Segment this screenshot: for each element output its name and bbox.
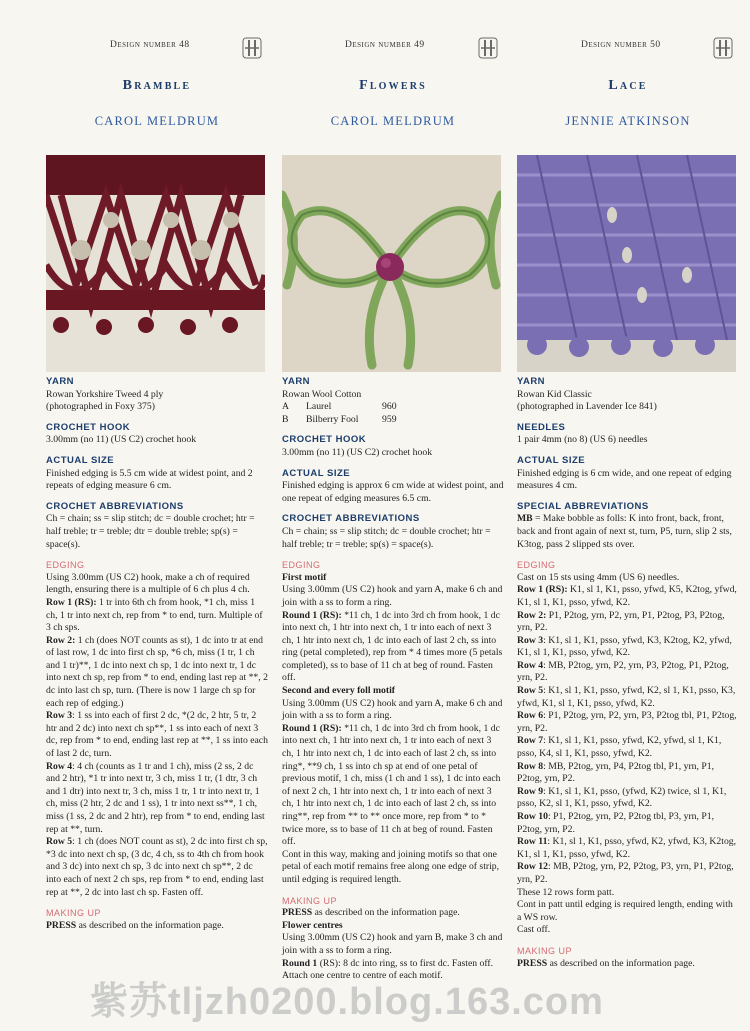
yarn-name: Rowan Yorkshire Tweed 4 ply bbox=[46, 388, 164, 400]
row-instruction bbox=[517, 786, 739, 811]
yarn-colour-row bbox=[282, 414, 504, 427]
row-instruction bbox=[46, 710, 268, 760]
yarn-shade-number: 959 bbox=[382, 413, 397, 425]
needles-icon bbox=[478, 37, 498, 59]
yarn-code: B bbox=[282, 413, 289, 425]
row-label: Row 12 bbox=[517, 861, 548, 873]
row-instruction bbox=[46, 597, 268, 635]
design-title: Lace bbox=[608, 78, 648, 93]
row-text: *11 ch, 1 dc into 3rd ch from hook, 1 dc into next ch, 1 htr into next ch, 1 tr into each of next 3 ch, 1 htr into next ch, 1 dc into each of last 2 ch, ss into ring (petal completed), rep from * 4 times more (5 petals completed), ss to base of 11 ch at beg of round. Fasten off. bbox=[282, 609, 503, 684]
row-label: Round 1 bbox=[282, 957, 318, 969]
size-heading: ACTUAL SIZE bbox=[517, 454, 586, 466]
row-text: : 1 ss into each of first 2 dc, *(2 dc, 2 htr, 5 tr, 2 htr and 2 dc) into next ch sp**, 1 ss into each of next 3 dc, rep from * to end, ending last rep at **, 1 ss into each of last 2 dc, turn. bbox=[46, 710, 268, 760]
attach-text: Attach one centre to centre of each motif. bbox=[282, 970, 443, 982]
press-label: PRESS bbox=[517, 957, 548, 969]
centres-text: Using 3.00mm (US C2) hook and yarn B, make 3 ch and join with a ss to form a ring. bbox=[282, 932, 503, 956]
yarn-heading: YARN bbox=[517, 376, 546, 387]
row-instruction bbox=[282, 723, 504, 849]
press-text: as described on the information page. bbox=[547, 957, 695, 969]
continue-text: Cont in this way, making and joining motifs so that one petal of each motif remains free along one edge of strip, until edging is required length. bbox=[282, 848, 500, 885]
row-instruction bbox=[46, 836, 268, 899]
row-text: : K1, sl 1, K1, psso, yfwd, K2, yfwd, K3, K2tog, K1, sl 1, K1, psso, yfwd, K2. bbox=[517, 836, 737, 860]
design-number: Design number 50 bbox=[581, 40, 661, 50]
second-motif-text: Using 3.00mm (US C2) hook and yarn A, make 6 ch and join with a ss to form a ring. bbox=[282, 697, 503, 722]
abbreviations-text: Ch = chain; ss = slip stitch; dc = double crochet; htr = half treble; tr = treble; dtr = double treble; sp(s) = space(s). bbox=[46, 513, 255, 550]
making-up-heading: MAKING UP bbox=[517, 945, 573, 956]
row-instruction bbox=[517, 811, 739, 836]
row-label: Row 1 (RS): bbox=[46, 596, 97, 608]
yarn-name: Rowan Kid Classic bbox=[517, 388, 592, 400]
row-instruction bbox=[46, 635, 268, 711]
pattern-text bbox=[517, 376, 739, 970]
pattern-text bbox=[282, 376, 504, 983]
size-text: Finished edging is 5.5 cm wide at widest point, and 2 repeats of edging measure 6 cm. bbox=[46, 467, 253, 492]
needles-icon bbox=[242, 37, 262, 59]
row-label: Row 4 bbox=[517, 659, 544, 671]
second-motif-heading: Second and every foll motif bbox=[282, 685, 396, 697]
size-heading: ACTUAL SIZE bbox=[46, 454, 115, 466]
designer-name: CAROL MELDRUM bbox=[330, 114, 456, 128]
cast-off-text: Cast off. bbox=[517, 924, 551, 936]
row-instruction bbox=[517, 735, 739, 760]
row-text: K1, sl 1, K1, psso, yfwd, K5, K2tog, yfwd, K1, sl 1, K1, psso, yfwd, K2. bbox=[517, 584, 737, 608]
hook-text: 3.00mm (no 11) (US C2) crochet hook bbox=[282, 446, 433, 458]
row-text: : 4 ch (counts as 1 tr and 1 ch), miss (2 ss, 2 dc and 2 htr), *1 tr into next tr, 3 ch, miss 1 tr, (1 dtr, 3 ch and 1 dtr) into next tr, 3 ch, miss 1 tr, 1 tr into next tr, 1 ch, miss (2 htr, 2 dc and 1 ss), 1 tr into next ss**, 1 ch, miss (1 ss, 2 dc and 2 htr), rep from * to end, ending last rep at **, turn. bbox=[46, 760, 265, 835]
row-label: Row 5 bbox=[46, 836, 73, 848]
yarn-shade: Bilberry Fool bbox=[306, 413, 359, 425]
press-label: PRESS bbox=[46, 919, 77, 931]
first-motif-heading: First motif bbox=[282, 571, 327, 583]
press-label: PRESS bbox=[282, 907, 313, 919]
edging-heading: EDGING bbox=[517, 560, 556, 571]
row-label: Row 1 (RS): bbox=[517, 584, 568, 596]
abbreviations-text: Ch = chain; ss = slip stitch; dc = double crochet; htr = half treble; tr = treble; sp(s) = space(s). bbox=[282, 525, 491, 550]
design-title: Bramble bbox=[122, 78, 192, 93]
row-label: Row 10 bbox=[517, 811, 548, 822]
making-up-text bbox=[46, 920, 268, 933]
row-instruction bbox=[517, 836, 739, 861]
hook-text: 3.00mm (no 11) (US C2) crochet hook bbox=[46, 434, 197, 446]
row-instruction bbox=[282, 958, 504, 971]
edging-intro: Using 3.00mm (US C2) hook, make a ch of required length, ensuring there is a multiple of 6 ch plus 4 ch. bbox=[46, 571, 250, 596]
watermark: 紫苏tljzh0200.blog.163.com bbox=[90, 981, 604, 1023]
row-label: Row 2: bbox=[517, 609, 547, 621]
row-instruction bbox=[517, 685, 739, 710]
needles-icon bbox=[713, 37, 733, 59]
row-label: Row 6 bbox=[517, 710, 544, 722]
row-instruction bbox=[517, 635, 739, 660]
hook-heading: CROCHET HOOK bbox=[46, 421, 131, 433]
yarn-colour: (photographed in Foxy 375) bbox=[46, 401, 155, 413]
row-text: : K1, sl 1, K1, psso, yfwd, K2, sl 1, K1, psso, K3, yfwd, K1, sl 1, K1, psso, yfwd, K2. bbox=[517, 685, 736, 709]
first-motif-text: Using 3.00mm (US C2) hook and yarn A, make 6 ch and join with a ss to form a ring. bbox=[282, 584, 503, 608]
row-instruction bbox=[517, 660, 739, 685]
row-text: 1 tr into 6th ch from hook, *1 ch, miss 1 ch, 1 tr into next ch, rep from * to end, turn. Multiple of 3 ch sps. bbox=[46, 596, 263, 634]
yarn-name: Rowan Wool Cotton bbox=[282, 388, 362, 400]
yarn-colour-row bbox=[282, 401, 504, 414]
continue-text: Cont in patt until edging is required length, ending with a WS row. bbox=[517, 899, 733, 923]
designer-name: CAROL MELDRUM bbox=[94, 114, 220, 128]
design-number: Design number 48 bbox=[110, 40, 190, 50]
press-text: as described on the information page. bbox=[312, 907, 460, 919]
special-abbreviations-text bbox=[517, 513, 739, 551]
flower-centres-heading: Flower centres bbox=[282, 919, 343, 931]
row-instruction bbox=[517, 610, 739, 635]
press-text: as described on the information page. bbox=[76, 919, 224, 931]
row-label: Row 3 bbox=[517, 634, 544, 646]
row-label: Row 4 bbox=[46, 760, 73, 772]
row-text: P1, P2tog, yrn, P2, yrn, P1, P2tog, P3, P2tog, yrn, P2. bbox=[517, 609, 725, 634]
design-title: Flowers bbox=[359, 78, 427, 93]
row-label: Row 2: bbox=[46, 634, 76, 646]
row-label: Row 8 bbox=[517, 760, 544, 772]
row-instruction bbox=[517, 861, 739, 886]
yarn-shade: Laurel bbox=[306, 401, 332, 413]
row-instruction bbox=[517, 761, 739, 786]
row-label: Row 9 bbox=[517, 785, 544, 797]
repeat-text: These 12 rows form patt. bbox=[517, 886, 615, 898]
needles-text: 1 pair 4mm (no 8) (US 6) needles bbox=[517, 434, 648, 446]
lace-edging-photo bbox=[517, 155, 736, 372]
pattern-text bbox=[46, 376, 268, 932]
row-label: Round 1 (RS): bbox=[282, 609, 342, 621]
making-up-text bbox=[517, 958, 739, 971]
row-label: Row 3 bbox=[46, 710, 73, 722]
design-number: Design number 49 bbox=[345, 40, 425, 50]
cast-on-text: Cast on 15 sts using 4mm (US 6) needles. bbox=[517, 571, 680, 583]
row-text: : MB, P2tog, yrn, P2, P2tog, P3, yrn, P1, P2tog, yrn, P2. bbox=[517, 861, 734, 885]
yarn-colour: (photographed in Lavender Ice 841) bbox=[517, 401, 657, 413]
abbr-label: MB bbox=[517, 513, 533, 525]
row-text: : MB, P2tog, yrn, P2, yrn, P3, P2tog, P1, P2tog, yrn, P2. bbox=[517, 659, 729, 684]
abbreviations-heading: CROCHET ABBREVIATIONS bbox=[282, 513, 420, 525]
needles-heading: NEEDLES bbox=[517, 421, 566, 433]
edging-heading: EDGING bbox=[46, 560, 85, 571]
row-instruction bbox=[517, 710, 739, 735]
row-text: : K1, sl 1, K1, psso, (yfwd, K2) twice, sl 1, K1, psso, K2, sl 1, K1, psso, yfwd, K2. bbox=[517, 785, 727, 810]
yarn-code: A bbox=[282, 401, 289, 413]
hook-heading: CROCHET HOOK bbox=[282, 434, 367, 446]
size-text: Finished edging is 6 cm wide, and one repeat of edging measures 4 cm. bbox=[517, 467, 732, 492]
yarn-heading: YARN bbox=[282, 376, 311, 387]
making-up-text bbox=[282, 907, 504, 920]
row-label: Row 11 bbox=[517, 836, 548, 848]
size-heading: ACTUAL SIZE bbox=[282, 467, 351, 479]
row-instruction bbox=[46, 761, 268, 837]
edging-heading: EDGING bbox=[282, 560, 321, 571]
row-instruction bbox=[517, 584, 739, 609]
row-text: : K1, sl 1, K1, psso, yfwd, K2, yfwd, sl 1, K1, psso, K4, sl 1, K1, psso, yfwd, K2. bbox=[517, 735, 722, 760]
row-text: 1 ch (does NOT counts as st), 1 dc into tr at end of last row, 1 dc into first ch sp, *6 ch, miss (1 tr, 1 ch and 1 tr)**, 1 dc into next ch sp, 1 dc into next tr, 1 dc into next ch sp, rep from * to end, ending last rep at **, 2 dc into last ch sp, turn. (There is now 1 large ch sp for each rep of edging.) bbox=[46, 634, 268, 709]
row-label: Row 7 bbox=[517, 735, 544, 747]
abbr-text: = Make bobble as folls: K into front, back, front, back and front again of next st, turn, P5, turn, slip 2 sts, K3tog, pass 2 slipped sts over. bbox=[517, 513, 732, 550]
bramble-edging-photo bbox=[46, 155, 265, 372]
yarn-shade-number: 960 bbox=[382, 401, 397, 413]
row-label: Row 5 bbox=[517, 685, 544, 697]
row-text: : P1, P2tog, yrn, P2, yrn, P3, P2tog tbl, P1, P2tog, yrn, P2. bbox=[517, 710, 737, 734]
row-text: : P1, P2tog, yrn, P2, P2tog tbl, P3, yrn, P1, P2tog, yrn, P2. bbox=[517, 811, 715, 835]
row-text: (RS): 8 dc into ring, ss to first dc. Fasten off. bbox=[317, 957, 494, 969]
yarn-heading: YARN bbox=[46, 376, 75, 387]
designer-name: JENNIE ATKINSON bbox=[565, 114, 691, 128]
row-text: *11 ch, 1 dc into 3rd ch from hook, 1 dc into next ch, 1 htr into next ch, 1 tr into each of next 3 ch, 1 htr into next ch, 1 dc into each of last 2 ch, ss into ring*, **9 ch, 1 ss into ch sp at end of one petal of previous motif, 1 ch, miss (1 ch and 1 ss), 1 dc into each of next 2 ch, 1 htr into next ch, 1 tr into each of next 3 ch, 1 htr into next ch, 1 dc into each of last 2 ch, ss into ring**, rep from ** to ** once more, rep from * to * twice more, ss to base of 11 ch at beg of round. Fasten off. bbox=[282, 722, 501, 848]
row-label: Round 1 (RS): bbox=[282, 722, 342, 734]
row-text: : 1 ch (does NOT count as st), 2 dc into first ch sp, *3 dc into next ch sp, (3 dc, 4 ch, ss to 4th ch from hook and 3 dc) into next ch sp, 3 dc into next ch sp**, 2 dc into each of next 2 ch sps, rep from * to end, ending last rep at **, 2 dc into last ch sp. Fasten off. bbox=[46, 836, 268, 898]
row-instruction bbox=[282, 610, 504, 686]
making-up-heading: MAKING UP bbox=[46, 908, 102, 919]
size-text: Finished edging is approx 6 cm wide at widest point, and one repeat of edging measures 6.5 cm. bbox=[282, 480, 504, 504]
row-text: : MB, P2tog, yrn, P4, P2tog tbl, P1, yrn, P1, P2tog, yrn, P2. bbox=[517, 760, 715, 785]
special-abbreviations-heading: SPECIAL ABBREVIATIONS bbox=[517, 500, 649, 512]
abbreviations-heading: CROCHET ABBREVIATIONS bbox=[46, 500, 184, 512]
making-up-heading: MAKING UP bbox=[282, 895, 338, 906]
row-text: : K1, sl 1, K1, psso, yfwd, K3, K2tog, K2, yfwd, K1, sl 1, K1, psso, yfwd, K2. bbox=[517, 634, 732, 659]
flowers-edging-photo bbox=[282, 155, 501, 372]
